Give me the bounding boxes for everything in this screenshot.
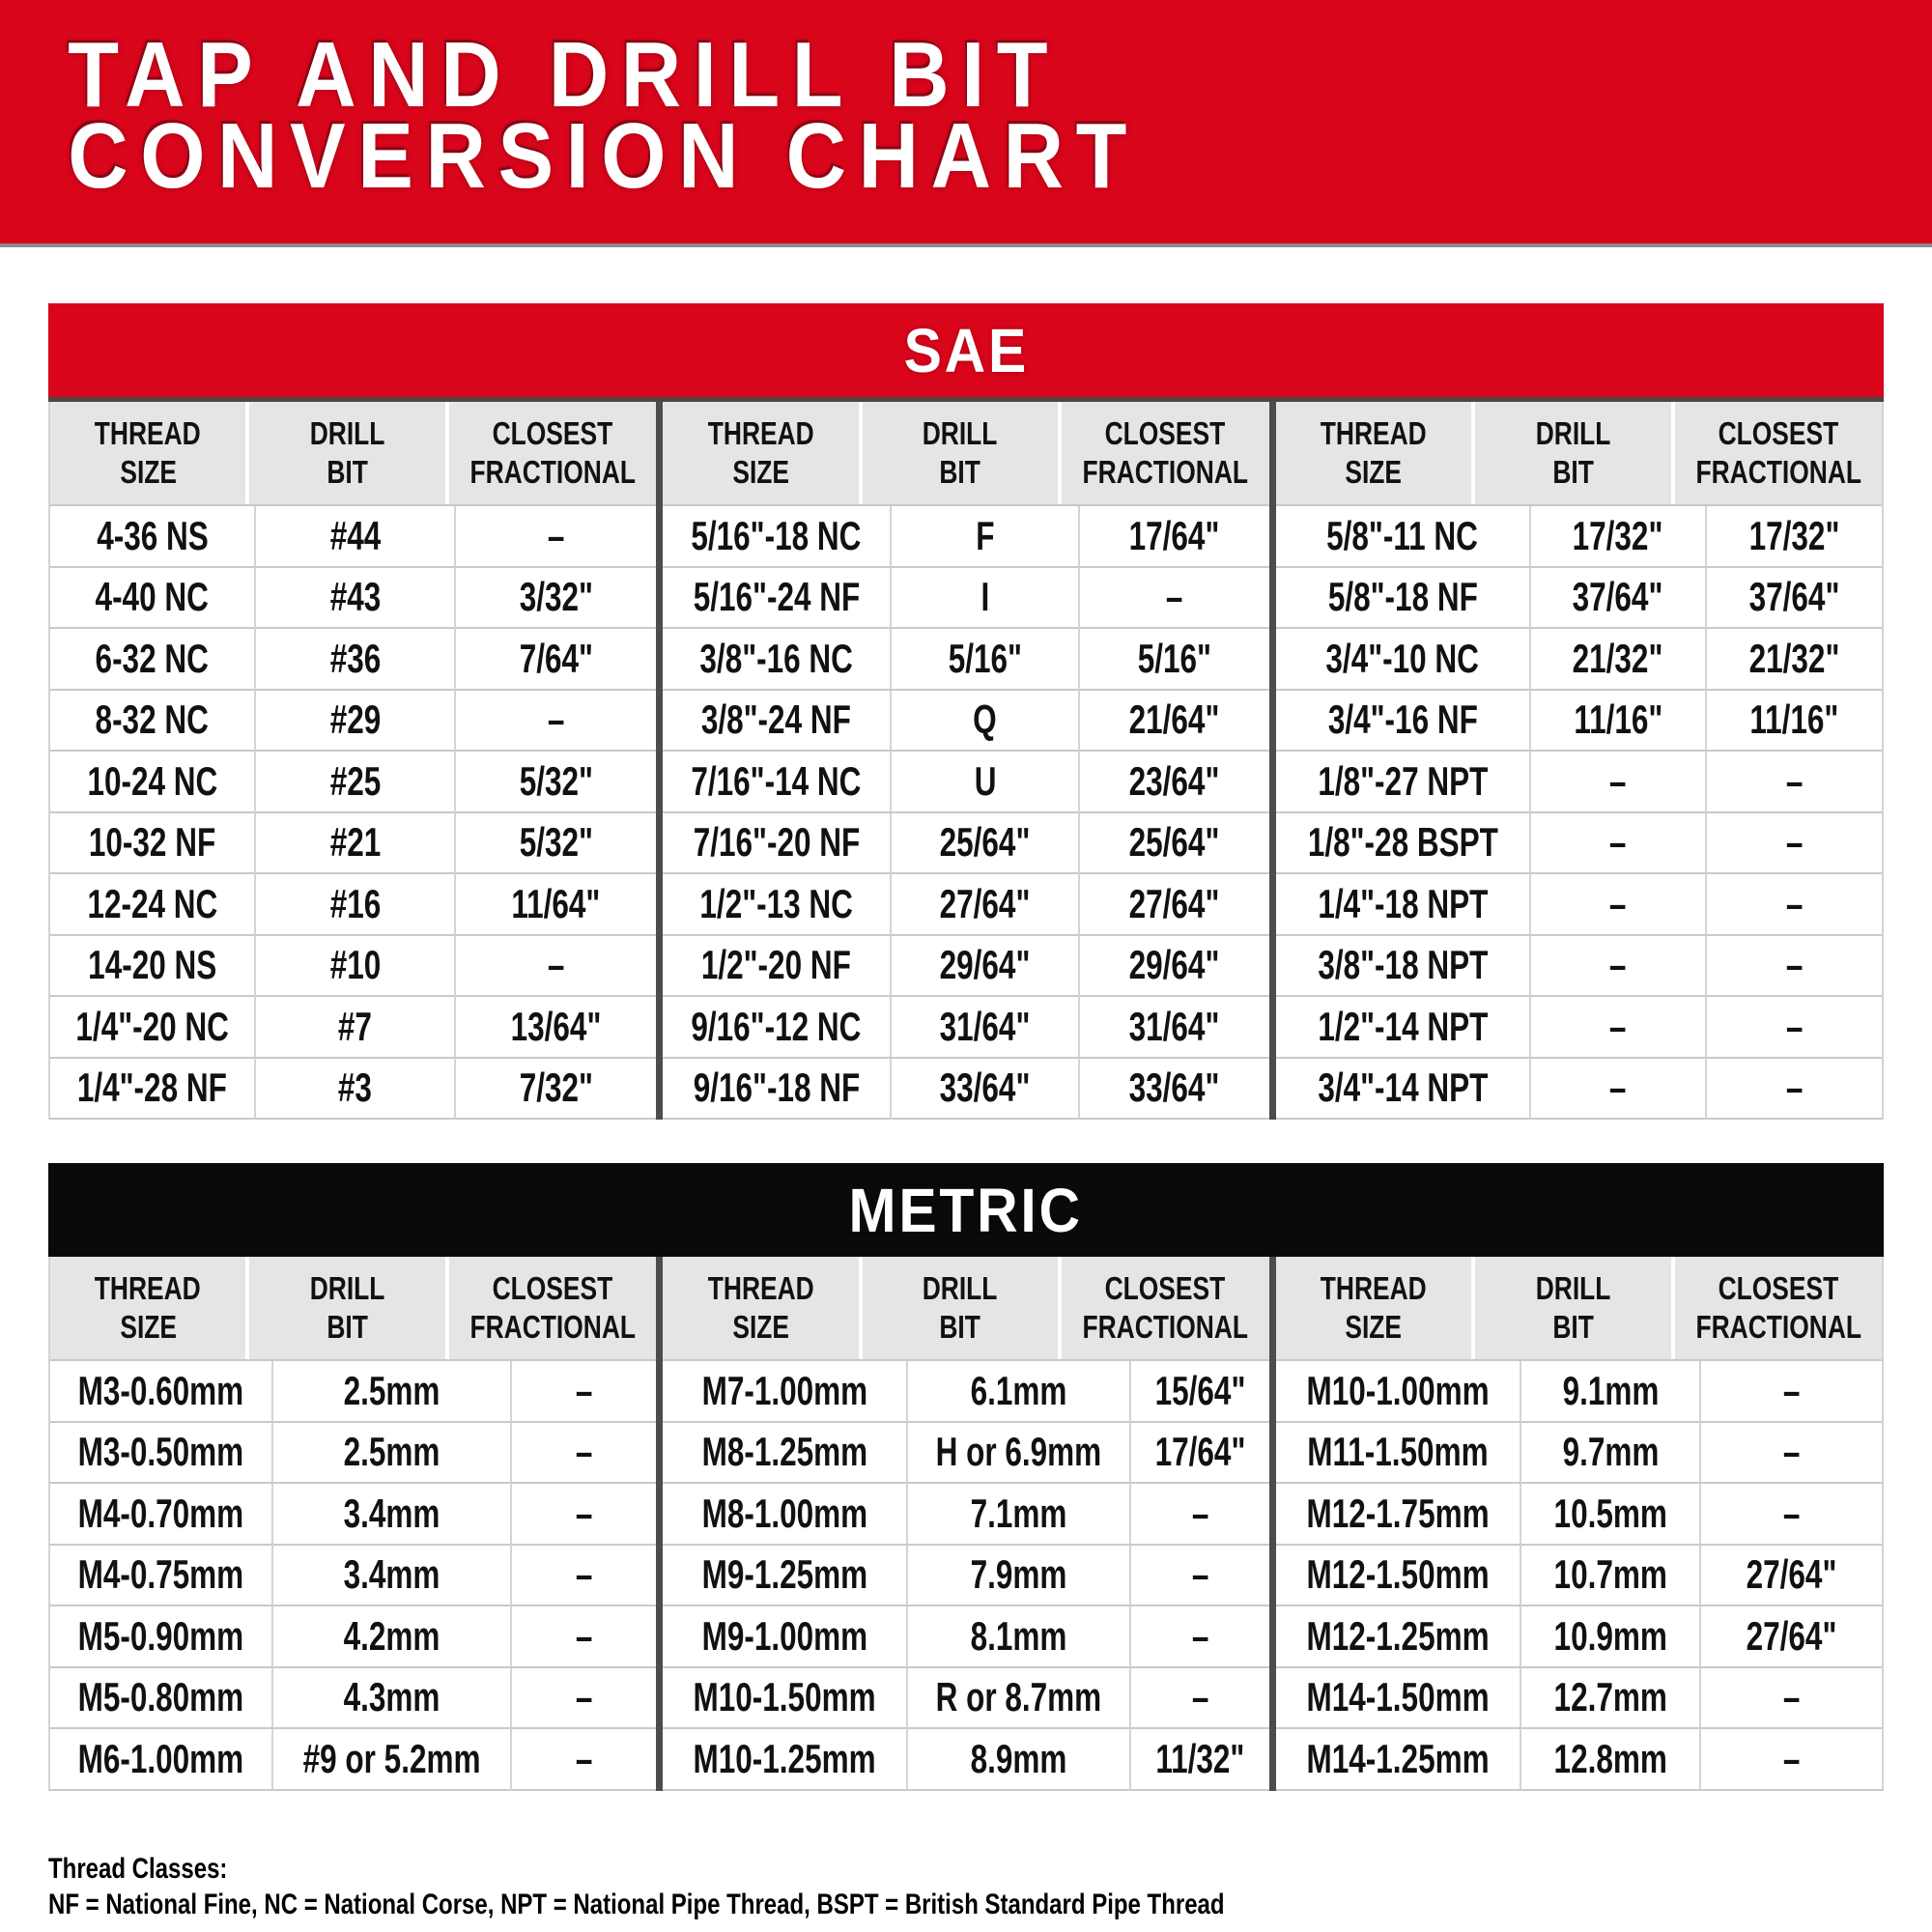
table-cell: –: [1707, 1059, 1882, 1121]
table-cell: –: [512, 1729, 656, 1791]
table-cell: 3/4"-14 NPT: [1276, 1059, 1532, 1121]
metric-column-group-1: [50, 1257, 656, 1791]
group-divider: [656, 402, 663, 1120]
table-cell: –: [1707, 936, 1882, 998]
table-cell: 8.9mm: [908, 1729, 1131, 1791]
footnote-text: NF = National Fine, NC = National Corse, NPT = National Pipe Thread, BSPT = British Standard Pipe Thread: [48, 1888, 1225, 1920]
table-cell: 4.3mm: [273, 1668, 512, 1730]
table-cell: #7: [256, 997, 456, 1059]
table-cell: –: [1531, 1059, 1706, 1121]
table-cell: 3/8"-18 NPT: [1276, 936, 1532, 998]
page-title-line2: CONVERSION CHART: [68, 104, 1140, 208]
table-cell: M5-0.90mm: [50, 1606, 273, 1668]
table-cell: 7/32": [456, 1059, 656, 1121]
table-cell: 1/2"-20 NF: [663, 936, 892, 998]
table-cell: 17/32": [1707, 506, 1882, 568]
table-cell: 6.1mm: [908, 1361, 1131, 1423]
table-cell: 7.9mm: [908, 1546, 1131, 1607]
metric-table-body-2: [663, 1359, 1268, 1791]
table-cell: –: [1701, 1361, 1882, 1423]
table-cell: 27/64": [1080, 874, 1268, 936]
table-cell: –: [456, 691, 656, 753]
footnote: [48, 1851, 1884, 1922]
table-cell: #3: [256, 1059, 456, 1121]
table-cell: 13/64": [456, 997, 656, 1059]
table-cell: –: [1701, 1668, 1882, 1730]
header-thread-size: THREAD SIZE: [663, 1257, 858, 1359]
table-cell: 25/64": [892, 813, 1080, 875]
page-title: [0, 0, 1739, 208]
header-thread-size: THREAD SIZE: [663, 402, 858, 504]
table-cell: #43: [256, 568, 456, 630]
table-cell: 33/64": [1080, 1059, 1268, 1121]
table-cell: 5/32": [456, 813, 656, 875]
group-divider: [1269, 402, 1276, 1120]
table-cell: #25: [256, 752, 456, 813]
table-cell: –: [1080, 568, 1268, 630]
table-cell: 4-40 NC: [50, 568, 256, 630]
table-cell: I: [892, 568, 1080, 630]
table-cell: 3/4"-10 NC: [1276, 629, 1532, 691]
table-cell: M14-1.50mm: [1276, 1668, 1521, 1730]
header-closest-fractional: CLOSEST FRACTIONAL: [449, 402, 656, 504]
table-cell: M7-1.00mm: [663, 1361, 908, 1423]
table-cell: –: [1707, 874, 1882, 936]
table-cell: –: [1531, 752, 1706, 813]
page-title-line1: TAP AND DRILL BIT: [68, 23, 1061, 127]
table-cell: –: [512, 1484, 656, 1546]
header-closest-fractional: CLOSEST FRACTIONAL: [1062, 402, 1268, 504]
table-cell: 5/32": [456, 752, 656, 813]
header-closest-fractional: CLOSEST FRACTIONAL: [1675, 402, 1882, 504]
table-cell: –: [1531, 813, 1706, 875]
table-cell: 10.9mm: [1521, 1606, 1702, 1668]
table-cell: 1/8"-28 BSPT: [1276, 813, 1532, 875]
sae-table-body-2: [663, 504, 1268, 1120]
table-cell: 9.1mm: [1521, 1361, 1702, 1423]
table-cell: M9-1.00mm: [663, 1606, 908, 1668]
table-cell: –: [1701, 1423, 1882, 1485]
table-cell: –: [1531, 997, 1706, 1059]
table-cell: #16: [256, 874, 456, 936]
table-cell: 5/16"-24 NF: [663, 568, 892, 630]
table-cell: 7/16"-20 NF: [663, 813, 892, 875]
table-cell: 14-20 NS: [50, 936, 256, 998]
table-cell: M4-0.75mm: [50, 1546, 273, 1607]
table-cell: 4.2mm: [273, 1606, 512, 1668]
table-cell: 10.5mm: [1521, 1484, 1702, 1546]
table-cell: 10.7mm: [1521, 1546, 1702, 1607]
table-cell: 1/2"-14 NPT: [1276, 997, 1532, 1059]
table-cell: 10-24 NC: [50, 752, 256, 813]
sae-column-group-2: [663, 402, 1268, 1120]
table-cell: F: [892, 506, 1080, 568]
table-cell: M3-0.60mm: [50, 1361, 273, 1423]
header-thread-size: THREAD SIZE: [1276, 402, 1471, 504]
header-drill-bit: DRILL BIT: [249, 402, 444, 504]
table-cell: 12.8mm: [1521, 1729, 1702, 1791]
table-cell: 3/32": [456, 568, 656, 630]
table-cell: 4-36 NS: [50, 506, 256, 568]
sae-section-bar: [48, 303, 1884, 402]
header-thread-size: THREAD SIZE: [50, 1257, 245, 1359]
table-cell: –: [1131, 1484, 1268, 1546]
table-cell: –: [1131, 1606, 1268, 1668]
table-cell: 9/16"-18 NF: [663, 1059, 892, 1121]
table-cell: 10-32 NF: [50, 813, 256, 875]
table-cell: 37/64": [1531, 568, 1706, 630]
table-cell: 7.1mm: [908, 1484, 1131, 1546]
table-cell: 1/4"-18 NPT: [1276, 874, 1532, 936]
sae-table: [48, 402, 1884, 1120]
table-cell: –: [512, 1361, 656, 1423]
table-cell: 1/8"-27 NPT: [1276, 752, 1532, 813]
table-cell: R or 8.7mm: [908, 1668, 1131, 1730]
table-cell: #10: [256, 936, 456, 998]
table-cell: M9-1.25mm: [663, 1546, 908, 1607]
table-cell: 5/8"-11 NC: [1276, 506, 1532, 568]
header-closest-fractional: CLOSEST FRACTIONAL: [1675, 1257, 1882, 1359]
metric-section-label: METRIC: [848, 1175, 1084, 1245]
table-cell: M10-1.50mm: [663, 1668, 908, 1730]
table-cell: –: [512, 1546, 656, 1607]
group-divider: [656, 1257, 663, 1791]
table-cell: 7/16"-14 NC: [663, 752, 892, 813]
column-header-row: [50, 1257, 656, 1359]
table-cell: 8.1mm: [908, 1606, 1131, 1668]
table-cell: 3.4mm: [273, 1484, 512, 1546]
column-header-row: [663, 402, 1268, 504]
table-cell: M8-1.00mm: [663, 1484, 908, 1546]
table-cell: –: [1701, 1484, 1882, 1546]
table-cell: 3.4mm: [273, 1546, 512, 1607]
table-cell: 31/64": [1080, 997, 1268, 1059]
table-cell: 11/16": [1531, 691, 1706, 753]
table-cell: 3/8"-16 NC: [663, 629, 892, 691]
table-cell: 12.7mm: [1521, 1668, 1702, 1730]
table-cell: –: [456, 506, 656, 568]
table-cell: U: [892, 752, 1080, 813]
table-cell: 11/16": [1707, 691, 1882, 753]
table-cell: 37/64": [1707, 568, 1882, 630]
table-cell: M12-1.50mm: [1276, 1546, 1521, 1607]
header-drill-bit: DRILL BIT: [1475, 402, 1670, 504]
table-cell: 29/64": [892, 936, 1080, 998]
table-cell: 3/4"-16 NF: [1276, 691, 1532, 753]
table-cell: M10-1.00mm: [1276, 1361, 1521, 1423]
table-cell: 21/32": [1531, 629, 1706, 691]
table-cell: 27/64": [1701, 1546, 1882, 1607]
sae-column-group-1: [50, 402, 656, 1120]
table-cell: 27/64": [892, 874, 1080, 936]
header-thread-size: THREAD SIZE: [1276, 1257, 1471, 1359]
table-cell: 17/64": [1080, 506, 1268, 568]
table-cell: 5/16"-18 NC: [663, 506, 892, 568]
table-cell: M12-1.25mm: [1276, 1606, 1521, 1668]
header-drill-bit: DRILL BIT: [1475, 1257, 1670, 1359]
table-cell: –: [512, 1668, 656, 1730]
table-cell: 3/8"-24 NF: [663, 691, 892, 753]
column-header-row: [663, 1257, 1268, 1359]
table-cell: 5/16": [892, 629, 1080, 691]
table-cell: 9/16"-12 NC: [663, 997, 892, 1059]
table-cell: 6-32 NC: [50, 629, 256, 691]
table-cell: 23/64": [1080, 752, 1268, 813]
metric-table-section: [48, 1163, 1884, 1791]
table-cell: –: [1531, 936, 1706, 998]
header-thread-size: THREAD SIZE: [50, 402, 245, 504]
table-cell: –: [1701, 1729, 1882, 1791]
table-cell: #29: [256, 691, 456, 753]
table-cell: 12-24 NC: [50, 874, 256, 936]
footnote-heading: Thread Classes:: [48, 1852, 228, 1885]
table-cell: 31/64": [892, 997, 1080, 1059]
table-cell: 17/64": [1131, 1423, 1268, 1485]
top-banner: [0, 0, 1932, 247]
table-cell: –: [1707, 752, 1882, 813]
table-cell: #9 or 5.2mm: [273, 1729, 512, 1791]
table-cell: 17/32": [1531, 506, 1706, 568]
column-header-row: [1276, 1257, 1882, 1359]
metric-section-bar: [48, 1163, 1884, 1257]
table-cell: M4-0.70mm: [50, 1484, 273, 1546]
sae-table-section: [48, 303, 1884, 1120]
table-cell: M12-1.75mm: [1276, 1484, 1521, 1546]
table-cell: –: [1531, 874, 1706, 936]
table-cell: #21: [256, 813, 456, 875]
metric-table-body-1: [50, 1359, 656, 1791]
table-cell: 2.5mm: [273, 1423, 512, 1485]
sae-column-group-3: [1276, 402, 1882, 1120]
table-cell: 27/64": [1701, 1606, 1882, 1668]
column-header-row: [1276, 402, 1882, 504]
table-cell: 21/64": [1080, 691, 1268, 753]
table-cell: M5-0.80mm: [50, 1668, 273, 1730]
table-cell: 5/8"-18 NF: [1276, 568, 1532, 630]
metric-table-body-3: [1276, 1359, 1882, 1791]
sae-table-body-3: [1276, 504, 1882, 1120]
table-cell: 8-32 NC: [50, 691, 256, 753]
sae-section-label: SAE: [903, 315, 1029, 385]
table-cell: –: [1131, 1668, 1268, 1730]
table-cell: –: [1131, 1546, 1268, 1607]
table-cell: Q: [892, 691, 1080, 753]
table-cell: 11/64": [456, 874, 656, 936]
metric-column-group-3: [1276, 1257, 1882, 1791]
table-cell: 5/16": [1080, 629, 1268, 691]
header-closest-fractional: CLOSEST FRACTIONAL: [1062, 1257, 1268, 1359]
table-cell: 25/64": [1080, 813, 1268, 875]
table-cell: 9.7mm: [1521, 1423, 1702, 1485]
table-cell: 21/32": [1707, 629, 1882, 691]
column-header-row: [50, 402, 656, 504]
table-cell: M11-1.50mm: [1276, 1423, 1521, 1485]
table-cell: H or 6.9mm: [908, 1423, 1131, 1485]
header-drill-bit: DRILL BIT: [863, 1257, 1058, 1359]
table-cell: –: [512, 1423, 656, 1485]
table-cell: 1/4"-28 NF: [50, 1059, 256, 1121]
table-cell: 15/64": [1131, 1361, 1268, 1423]
sae-table-body-1: [50, 504, 656, 1120]
table-cell: –: [1707, 997, 1882, 1059]
table-cell: 2.5mm: [273, 1361, 512, 1423]
table-cell: 33/64": [892, 1059, 1080, 1121]
table-cell: M8-1.25mm: [663, 1423, 908, 1485]
header-drill-bit: DRILL BIT: [249, 1257, 444, 1359]
table-cell: M10-1.25mm: [663, 1729, 908, 1791]
table-cell: 7/64": [456, 629, 656, 691]
header-closest-fractional: CLOSEST FRACTIONAL: [449, 1257, 656, 1359]
table-cell: #44: [256, 506, 456, 568]
table-cell: M14-1.25mm: [1276, 1729, 1521, 1791]
table-cell: –: [1707, 813, 1882, 875]
header-drill-bit: DRILL BIT: [863, 402, 1058, 504]
table-cell: –: [512, 1606, 656, 1668]
table-cell: 11/32": [1131, 1729, 1268, 1791]
table-cell: #36: [256, 629, 456, 691]
group-divider: [1269, 1257, 1276, 1791]
table-cell: 29/64": [1080, 936, 1268, 998]
table-cell: M6-1.00mm: [50, 1729, 273, 1791]
table-cell: –: [456, 936, 656, 998]
metric-column-group-2: [663, 1257, 1268, 1791]
metric-table: [48, 1257, 1884, 1791]
table-cell: M3-0.50mm: [50, 1423, 273, 1485]
table-cell: 1/2"-13 NC: [663, 874, 892, 936]
table-cell: 1/4"-20 NC: [50, 997, 256, 1059]
